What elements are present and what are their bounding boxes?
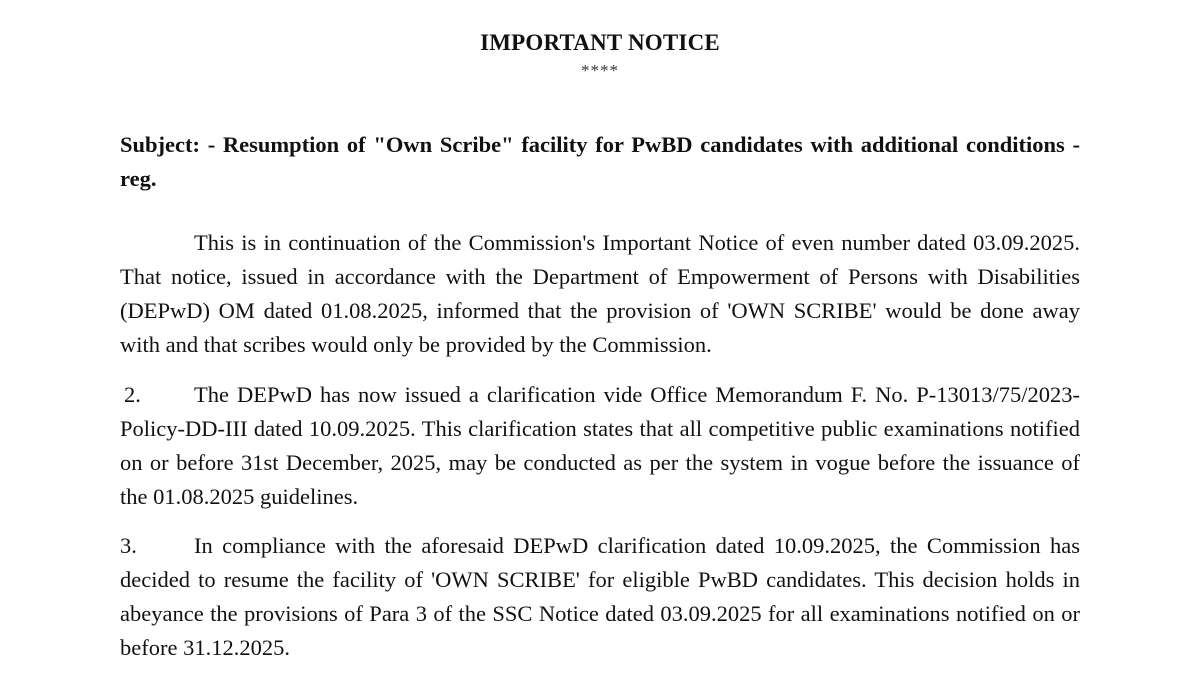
paragraph-1: [120, 226, 1080, 362]
paragraph-1-text: This is in continuation of the Commission's Important Notice of even number dated 03.09.2025. That notice, issued in accordance with the Department of Empowerment of Persons with Disabilities (DEPwD) OM dated 01.08.2025, informed that the provision of 'OWN SCRIBE' would be done away with and that scribes would only be provided by the Commission.: [120, 230, 1080, 357]
paragraph-2-text: The DEPwD has now issued a clarification vide Office Memorandum F. No. P-13013/75/2023-Policy-DD-III dated 10.09.2025. This clarification states that all competitive public examinations notified on or before 31st December, 2025, may be conducted as per the system in vogue before the issuance of the 01.08.2025 guidelines.: [120, 382, 1080, 509]
paragraph-2: [120, 378, 1080, 514]
notice-subject: Subject: - Resumption of "Own Scribe" facility for PwBD candidates with additional conditions - reg.: [120, 132, 1080, 191]
paragraph-3-text: In compliance with the aforesaid DEPwD clarification dated 10.09.2025, the Commission has decided to resume the facility of 'OWN SCRIBE' for eligible PwBD candidates. This decision holds in abeyance the provisions of Para 3 of the SSC Notice dated 03.09.2025 for all examinations notified on or before 31.12.2025.: [120, 533, 1080, 660]
title-separator: ****: [581, 61, 619, 80]
paragraph-3-number: 3.: [120, 533, 137, 558]
paragraph-2-number: 2.: [124, 382, 141, 407]
notice-title: IMPORTANT NOTICE: [480, 30, 720, 55]
paragraph-3: [120, 529, 1080, 665]
